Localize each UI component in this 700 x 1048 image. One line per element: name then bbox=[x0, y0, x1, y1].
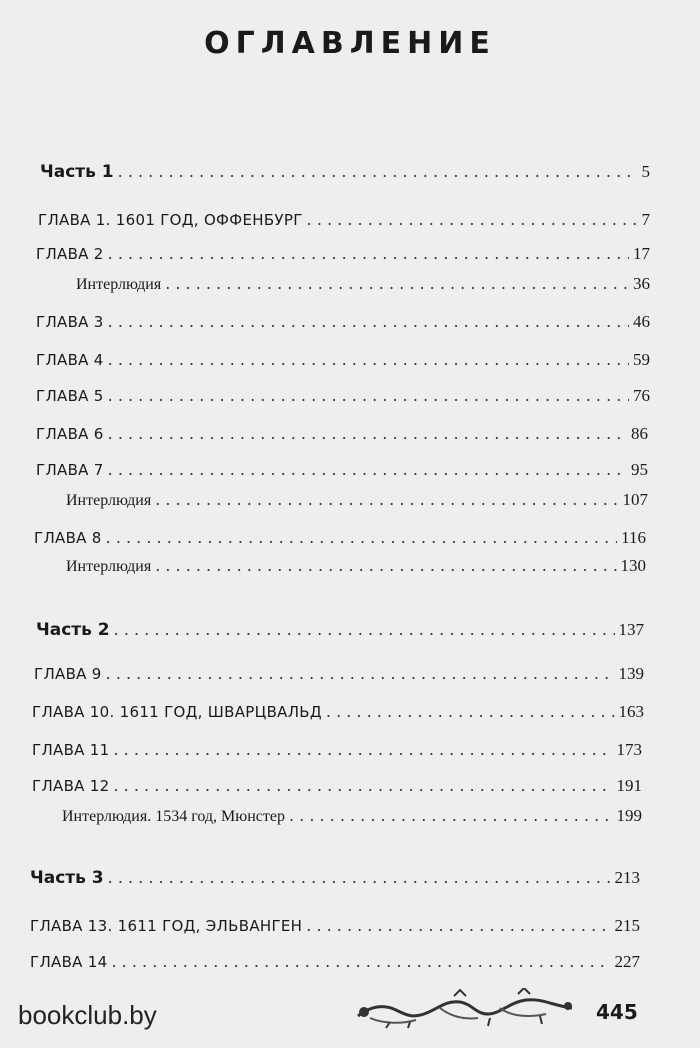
toc-entry-page: 107 bbox=[622, 490, 648, 509]
watermark-site: bookclub.by bbox=[18, 1000, 157, 1030]
dot-leader bbox=[306, 916, 610, 935]
toc-part-entry[interactable] bbox=[36, 620, 644, 640]
toc-interlude-entry[interactable] bbox=[62, 806, 642, 826]
toc-entry-page: 130 bbox=[620, 556, 646, 575]
toc-entry-page: 213 bbox=[614, 868, 640, 887]
dot-leader bbox=[108, 424, 627, 443]
dot-leader bbox=[114, 776, 613, 795]
toc-entry-page: 191 bbox=[616, 776, 642, 795]
toc-entry-page: 163 bbox=[618, 702, 644, 721]
toc-chapter-entry[interactable] bbox=[36, 386, 650, 406]
toc-chapter-entry[interactable] bbox=[38, 210, 650, 230]
toc-entry-page: 116 bbox=[621, 528, 646, 547]
toc-entry-label: Часть 1 bbox=[40, 162, 114, 182]
toc-interlude-entry[interactable] bbox=[66, 490, 648, 510]
toc-entry-page: 17 bbox=[633, 244, 650, 263]
toc-interlude-entry[interactable] bbox=[76, 274, 650, 294]
toc-chapter-entry[interactable] bbox=[36, 460, 648, 480]
toc-entry-page: 36 bbox=[633, 274, 650, 293]
toc-entry-page: 199 bbox=[616, 806, 642, 825]
toc-entry-label: Интерлюдия bbox=[66, 492, 152, 509]
toc-chapter-entry[interactable] bbox=[30, 952, 640, 972]
toc-entry-label: ГЛАВА 10. 1611 ГОД, ШВАРЦВАЛЬД bbox=[32, 703, 322, 721]
toc-entry-label: ГЛАВА 12 bbox=[32, 777, 110, 795]
dot-leader bbox=[108, 350, 629, 369]
toc-entry-page: 5 bbox=[641, 162, 650, 181]
toc-entry-page: 137 bbox=[618, 620, 644, 639]
toc-entry-page: 59 bbox=[633, 350, 650, 369]
dot-leader bbox=[307, 210, 638, 229]
dot-leader bbox=[165, 274, 629, 293]
toc-part-entry[interactable] bbox=[30, 868, 640, 888]
toc-entry-label: Интерлюдия bbox=[76, 276, 162, 293]
dot-leader bbox=[289, 806, 613, 825]
toc-entry-page: 46 bbox=[633, 312, 650, 331]
toc-entry-label: ГЛАВА 13. 1611 ГОД, ЭЛЬВАНГЕН bbox=[30, 917, 303, 935]
dot-leader bbox=[108, 868, 611, 887]
toc-chapter-entry[interactable] bbox=[34, 528, 646, 548]
dot-leader bbox=[108, 386, 629, 405]
toc-entry-label: ГЛАВА 8 bbox=[34, 529, 102, 547]
toc-entry-label: Часть 2 bbox=[36, 620, 110, 640]
toc-entry-label: ГЛАВА 2 bbox=[36, 245, 104, 263]
toc-interlude-entry[interactable] bbox=[66, 556, 646, 576]
dot-leader bbox=[108, 460, 627, 479]
toc-entry-label: ГЛАВА 7 bbox=[36, 461, 104, 479]
toc-entry-label: ГЛАВА 3 bbox=[36, 313, 104, 331]
toc-entry-label: ГЛАВА 1. 1601 ГОД, ОФФЕНБУРГ bbox=[38, 211, 303, 229]
toc-chapter-entry[interactable] bbox=[36, 312, 650, 332]
toc-chapter-entry[interactable] bbox=[36, 424, 648, 444]
toc-chapter-entry[interactable] bbox=[30, 916, 640, 936]
toc-chapter-entry[interactable] bbox=[36, 244, 650, 264]
toc-entry-page: 215 bbox=[614, 916, 640, 935]
toc-entry-label: Часть 3 bbox=[30, 868, 104, 888]
dot-leader bbox=[108, 312, 629, 331]
dot-leader bbox=[326, 702, 615, 721]
toc-entry-label: ГЛАВА 6 bbox=[36, 425, 104, 443]
toc-chapter-entry[interactable] bbox=[34, 664, 644, 684]
toc-entry-label: Интерлюдия bbox=[66, 558, 152, 575]
toc-entry-page: 76 bbox=[633, 386, 650, 405]
toc-entry-label: ГЛАВА 4 bbox=[36, 351, 104, 369]
dot-leader bbox=[106, 528, 617, 547]
toc-entry-page: 86 bbox=[631, 424, 648, 443]
toc-entry-label: ГЛАВА 5 bbox=[36, 387, 104, 405]
dot-leader bbox=[106, 664, 615, 683]
dragon-ornament-icon bbox=[350, 988, 580, 1030]
toc-entry-page: 227 bbox=[614, 952, 640, 971]
toc-entry-label: ГЛАВА 11 bbox=[32, 741, 110, 759]
toc-entry-page: 7 bbox=[641, 210, 650, 229]
dot-leader bbox=[114, 740, 613, 759]
page-number: 445 bbox=[596, 1000, 638, 1024]
dot-leader bbox=[155, 490, 618, 509]
dot-leader bbox=[108, 244, 629, 263]
toc-entry-label: ГЛАВА 14 bbox=[30, 953, 108, 971]
toc-entry-page: 173 bbox=[616, 740, 642, 759]
toc-entry-page: 139 bbox=[618, 664, 644, 683]
dot-leader bbox=[155, 556, 616, 575]
toc-part-entry[interactable] bbox=[40, 162, 650, 182]
toc-entry-page: 95 bbox=[631, 460, 648, 479]
toc-entry-label: Интерлюдия. 1534 год, Мюнстер bbox=[62, 808, 285, 825]
toc-chapter-entry[interactable] bbox=[32, 776, 642, 796]
toc-chapter-entry[interactable] bbox=[32, 740, 642, 760]
toc-chapter-entry[interactable] bbox=[32, 702, 644, 722]
dot-leader bbox=[118, 162, 638, 181]
toc-chapter-entry[interactable] bbox=[36, 350, 650, 370]
toc-entry-label: ГЛАВА 9 bbox=[34, 665, 102, 683]
page-title: ОГЛАВЛЕНИЕ bbox=[204, 26, 496, 61]
dot-leader bbox=[114, 620, 615, 639]
dot-leader bbox=[112, 952, 611, 971]
